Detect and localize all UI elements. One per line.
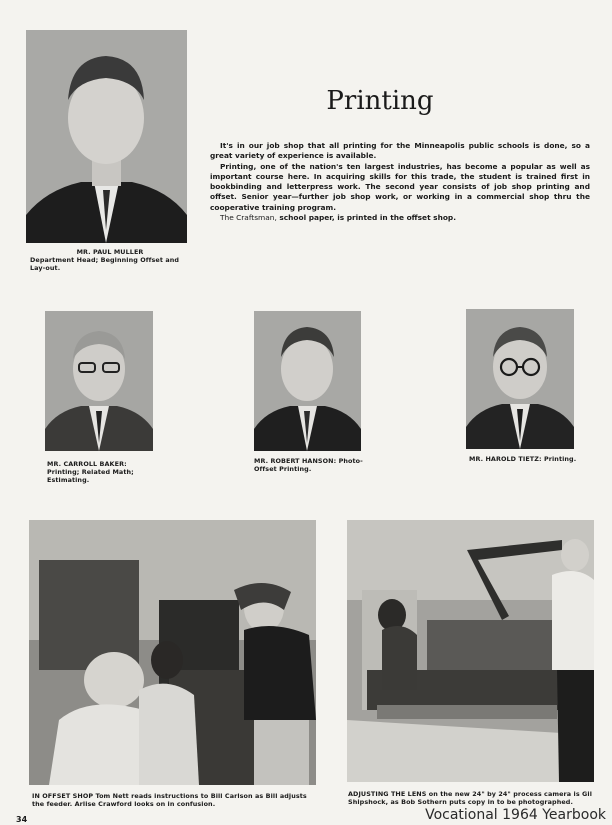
caption-robert-hanson-name: MR. ROBERT HANSON: bbox=[254, 457, 337, 465]
intro-paragraph-1: It's in our job shop that all printing for the Minneapolis public schools is done, so a great variety of experience is available. bbox=[210, 141, 590, 161]
portrait-harold-tietz bbox=[466, 309, 574, 449]
caption-robert-hanson-role: Photo-Offset Printing. bbox=[254, 457, 363, 473]
portrait-paul-muller bbox=[26, 30, 187, 243]
intro-paragraph-3 bbox=[210, 213, 590, 223]
portrait-robert-hanson bbox=[254, 311, 361, 451]
caption-harold-tietz bbox=[469, 455, 584, 463]
intro-paragraph-2: Printing, one of the nation's ten largest industries, has become a popular as well as important course here. In acquiring skills for this trade, the student is trained first in bookbinding and letterpress work. The second year consists of job shop printing and offset. Senior year—further job shop work, or working in a commercial shop thru the cooperative training program. bbox=[210, 161, 590, 212]
photo-offset-shop bbox=[29, 520, 316, 785]
caption-carroll-baker-name: MR. CARROLL BAKER: bbox=[47, 460, 127, 468]
intro-text bbox=[210, 141, 590, 223]
caption-robert-hanson bbox=[254, 457, 366, 473]
photo-process-camera bbox=[347, 520, 594, 782]
page-number: 34 bbox=[16, 815, 28, 824]
caption-carroll-baker bbox=[47, 460, 157, 484]
caption-paul-muller-name: MR. PAUL MULLER bbox=[76, 248, 144, 256]
craftsman-title: The Craftsman, bbox=[220, 213, 277, 223]
caption-carroll-baker-role: Printing; Related Math; Estimating. bbox=[47, 468, 134, 484]
caption-offset-shop: IN OFFSET SHOP Tom Nett reads instructions to Bill Carlson as Bill adjusts the feeder. Arlise Crawford looks on in confusion. bbox=[32, 792, 307, 808]
portrait-carroll-baker bbox=[45, 311, 153, 451]
caption-paul-muller-role: Department Head; Beginning Offset and Lay-out. bbox=[30, 256, 180, 272]
craftsman-note: school paper, is printed in the offset shop. bbox=[276, 213, 457, 223]
caption-paul-muller bbox=[30, 248, 190, 272]
caption-process-camera: ADJUSTING THE LENS on the new 24" by 24" process camera is Gil Shipshock, as Bob Sothern puts copy in to be photographed. bbox=[348, 790, 592, 806]
caption-harold-tietz-name: MR. HAROLD TIETZ: bbox=[469, 455, 542, 463]
watermark: Vocational 1964 Yearbook bbox=[425, 807, 606, 823]
caption-harold-tietz-role: Printing. bbox=[543, 455, 577, 463]
page-title: Printing bbox=[326, 86, 434, 116]
